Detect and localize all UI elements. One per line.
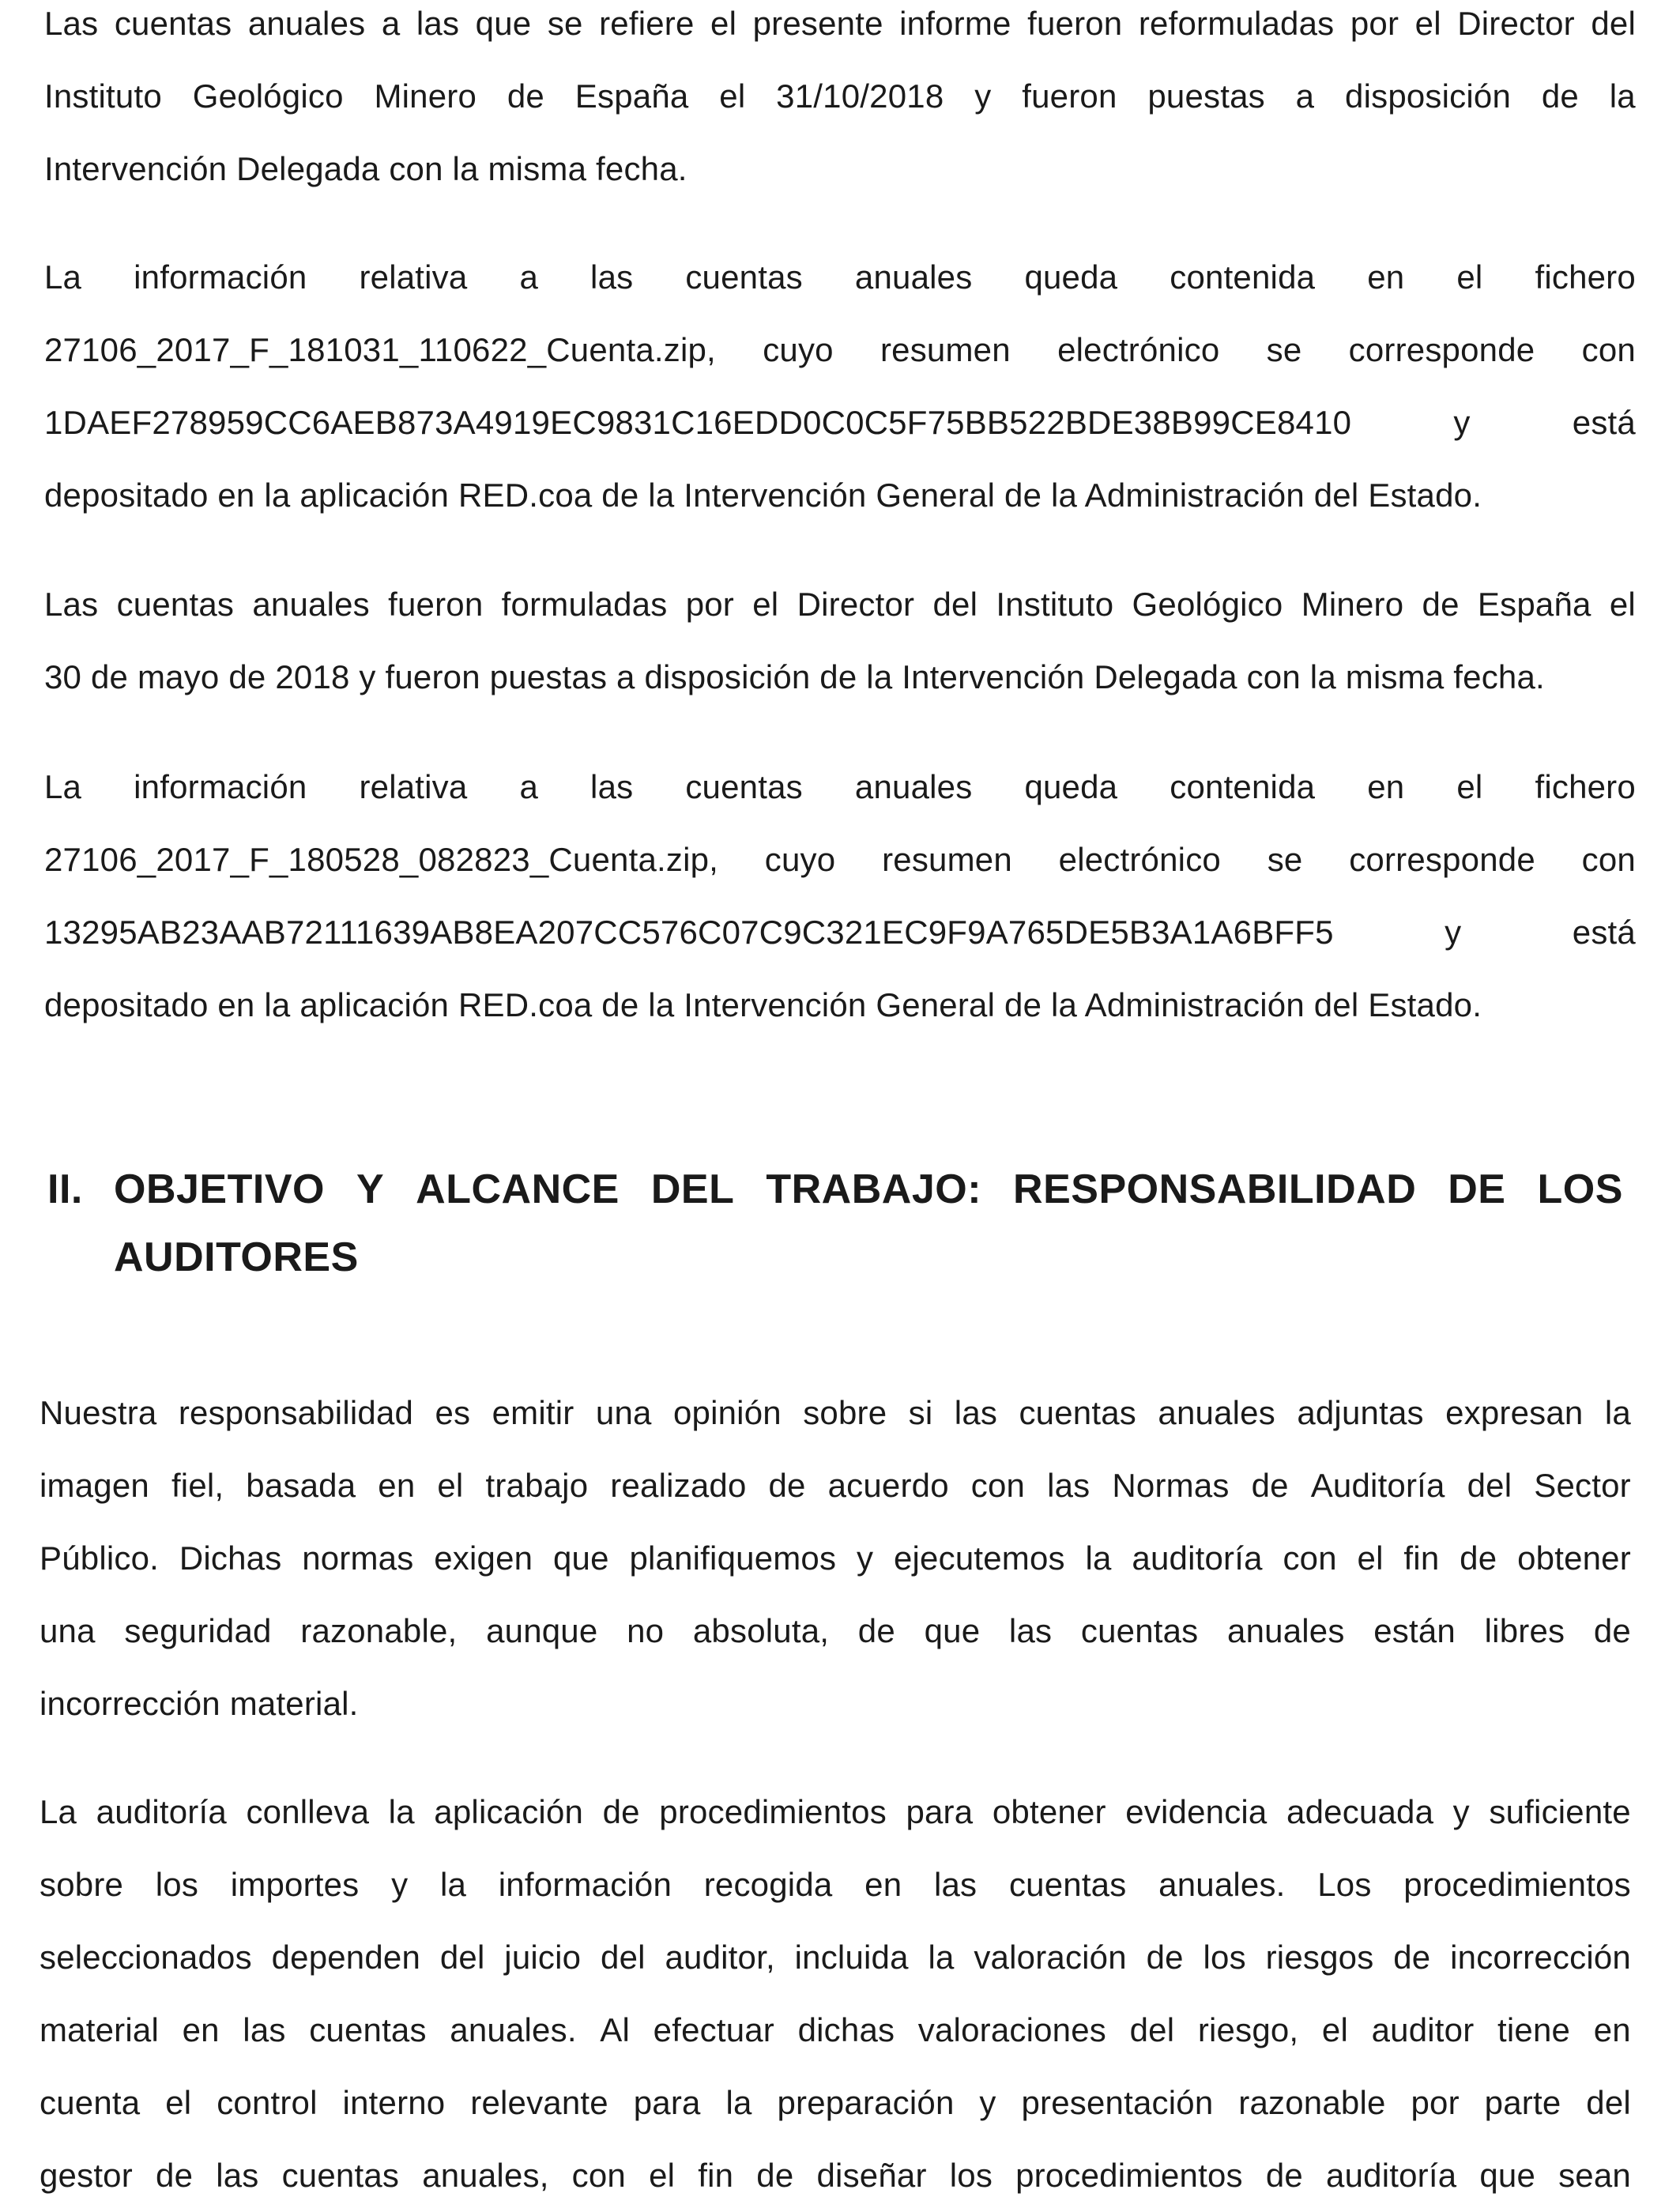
- word: evidencia: [1125, 1793, 1268, 1830]
- word: resumen: [882, 841, 1012, 878]
- word: fichero: [1535, 258, 1636, 296]
- text-line: [44, 823, 1636, 896]
- text-line: [40, 1522, 1631, 1595]
- word: en: [1367, 768, 1405, 805]
- word: anuales: [854, 258, 973, 296]
- word: a: [519, 768, 539, 805]
- word: parte: [1484, 2084, 1561, 2121]
- word: Geológico: [1132, 586, 1283, 623]
- word: el: [165, 2084, 192, 2121]
- word: en: [378, 1467, 416, 1504]
- word: en: [864, 1866, 902, 1903]
- text-line: 30 de mayo de 2018 y fueron puestas a disposición de la Intervención Delegada con la misma fecha.: [44, 658, 1545, 695]
- word: que: [475, 5, 532, 42]
- text-line: [40, 1994, 1631, 2067]
- word: procedimientos: [1015, 2157, 1243, 2194]
- word: relativa: [359, 768, 468, 805]
- word: razonable: [1238, 2084, 1386, 2121]
- word: obtener: [1517, 1539, 1631, 1577]
- word: por: [1411, 2084, 1460, 2121]
- word: juicio: [504, 1939, 582, 1976]
- section-title: [114, 1155, 1623, 1291]
- word: los: [155, 1866, 199, 1903]
- text-line: [44, 241, 1636, 314]
- word: anuales: [1227, 1612, 1345, 1649]
- text-line: [44, 386, 1636, 459]
- word: electrónico: [1057, 331, 1220, 368]
- word: en: [1367, 258, 1405, 296]
- word: del: [932, 586, 978, 623]
- word: aunque: [486, 1612, 598, 1649]
- word: interno: [342, 2084, 446, 2121]
- word: cuentas: [1008, 1866, 1127, 1903]
- word: de: [1146, 1939, 1184, 1976]
- word: 27106_2017_F_181031_110622_Cuenta.zip,: [44, 331, 716, 368]
- word: conlleva: [246, 1793, 370, 1830]
- word: sobre: [803, 1394, 887, 1431]
- word: cuyo: [764, 841, 836, 878]
- word: Los: [1317, 1866, 1372, 1903]
- word: acuerdo: [827, 1467, 949, 1504]
- word: las: [1008, 1612, 1053, 1649]
- word: el: [1609, 586, 1636, 623]
- text-line: [40, 1848, 1631, 1921]
- word: auditoría: [96, 1793, 227, 1830]
- word: efectuar: [653, 2011, 774, 2048]
- word: fueron: [388, 586, 484, 623]
- word: de: [857, 1612, 895, 1649]
- word: fueron: [1022, 77, 1117, 115]
- word: expresan: [1445, 1394, 1584, 1431]
- word: cuentas: [116, 586, 235, 623]
- text-line: [44, 314, 1636, 386]
- text-line: depositado en la aplicación RED.coa de la Intervención General de la Administración del Estado.: [44, 986, 1482, 1023]
- word: de: [756, 2157, 794, 2194]
- text-line: [40, 2067, 1631, 2139]
- word: dichas: [797, 2011, 895, 2048]
- word: seleccionados: [40, 1939, 252, 1976]
- word: Y: [356, 1166, 385, 1212]
- word: adecuada: [1286, 1793, 1434, 1830]
- word: de: [507, 77, 544, 115]
- word: queda: [1024, 768, 1118, 805]
- word: seguridad: [124, 1612, 272, 1649]
- word: y: [391, 1866, 409, 1903]
- word: auditoría: [1326, 2157, 1457, 2194]
- word: relevante: [470, 2084, 608, 2121]
- word: exigen: [434, 1539, 533, 1577]
- word: absoluta,: [692, 1612, 830, 1649]
- word: de: [1593, 1612, 1631, 1649]
- word: las: [590, 258, 634, 296]
- word: ejecutemos: [893, 1539, 1065, 1577]
- word: presente: [752, 5, 883, 42]
- word: las: [216, 2157, 259, 2194]
- word: de: [1460, 1539, 1497, 1577]
- word: LOS: [1537, 1166, 1623, 1212]
- word: formuladas: [501, 586, 668, 623]
- word: La: [44, 768, 82, 805]
- word: información: [134, 258, 307, 296]
- word: si: [908, 1394, 933, 1431]
- word: el: [1456, 258, 1483, 296]
- paragraph-audit-procedures: [40, 1776, 1631, 2212]
- word: cuentas: [281, 2157, 400, 2194]
- word: con: [1581, 331, 1636, 368]
- word: cuentas: [114, 5, 232, 42]
- word: fichero: [1535, 768, 1636, 805]
- word: el: [710, 5, 737, 42]
- word: valoraciones: [917, 2011, 1106, 2048]
- word: cuentas: [309, 2011, 427, 2048]
- word: anuales: [247, 5, 366, 42]
- text-line: [44, 60, 1636, 133]
- text-line: [44, 751, 1636, 823]
- word: la: [928, 1939, 955, 1976]
- text-line: [44, 568, 1636, 641]
- word: y: [856, 1539, 874, 1577]
- word: las: [1047, 1467, 1090, 1504]
- word: La: [44, 258, 82, 296]
- word: de: [1251, 1467, 1289, 1504]
- word: recogida: [703, 1866, 833, 1903]
- word: el: [1414, 5, 1441, 42]
- word: 27106_2017_F_180528_082823_Cuenta.zip,: [44, 841, 719, 878]
- word: los: [1203, 1939, 1246, 1976]
- word: de: [1393, 1939, 1431, 1976]
- word: se: [547, 5, 583, 42]
- word: responsabilidad: [178, 1394, 414, 1431]
- word: La: [40, 1793, 77, 1830]
- word: trabajo: [485, 1467, 589, 1504]
- word: Las: [44, 5, 99, 42]
- word: en: [1593, 2011, 1631, 2048]
- word: el: [437, 1467, 464, 1504]
- word: y: [1453, 404, 1471, 441]
- word: fueron: [1027, 5, 1123, 42]
- word: las: [954, 1394, 998, 1431]
- word: se: [1267, 841, 1303, 878]
- paragraph-file-info-reformulated: [44, 241, 1636, 532]
- word: sobre: [40, 1866, 124, 1903]
- text-line: Intervención Delegada con la misma fecha.: [44, 150, 687, 187]
- word: cuentas: [685, 768, 803, 805]
- text-line: [40, 1595, 1631, 1667]
- word: corresponde: [1348, 331, 1535, 368]
- word: material: [40, 2011, 159, 2048]
- word: está: [1572, 404, 1636, 441]
- word: cuentas: [685, 258, 803, 296]
- word: corresponde: [1349, 841, 1535, 878]
- text-line: incorrección material.: [40, 1685, 359, 1722]
- text-line: [40, 2139, 1631, 2212]
- word: razonable,: [300, 1612, 458, 1649]
- word: adjuntas: [1297, 1394, 1424, 1431]
- word: auditoría: [1132, 1539, 1263, 1577]
- paragraph-responsibility: [40, 1377, 1631, 1740]
- text-line: [40, 1449, 1631, 1522]
- word: libres: [1484, 1612, 1565, 1649]
- word: que: [552, 1539, 609, 1577]
- word: Auditoría: [1310, 1467, 1445, 1504]
- word: queda: [1024, 258, 1118, 296]
- word: cuenta: [40, 2084, 141, 2121]
- word: RESPONSABILIDAD: [1013, 1166, 1417, 1212]
- word: auditor: [1371, 2011, 1475, 2048]
- word: de: [1541, 77, 1579, 115]
- word: Público.: [40, 1539, 160, 1577]
- word: refiere: [599, 5, 695, 42]
- word: reformuladas: [1138, 5, 1335, 42]
- text-line: [44, 896, 1636, 969]
- word: procedimientos: [1403, 1866, 1631, 1903]
- word: Geológico: [192, 77, 344, 115]
- word: presentación: [1021, 2084, 1214, 2121]
- word: preparación: [777, 2084, 955, 2121]
- paragraph-reformulation: [44, 0, 1636, 205]
- word: están: [1373, 1612, 1456, 1649]
- word: no: [627, 1612, 665, 1649]
- word: se: [1266, 331, 1302, 368]
- word: Las: [44, 586, 99, 623]
- word: del: [601, 1939, 646, 1976]
- word: el: [719, 77, 746, 115]
- word: opinión: [672, 1394, 782, 1431]
- word: de: [1422, 586, 1460, 623]
- word: valoración: [974, 1939, 1127, 1976]
- word: gestor: [40, 2157, 133, 2194]
- word: el: [1456, 768, 1483, 805]
- word: contenida: [1170, 768, 1316, 805]
- word: es: [435, 1394, 471, 1431]
- word: informe: [899, 5, 1011, 42]
- section-title-line: [114, 1155, 1623, 1223]
- word: dependen: [271, 1939, 421, 1976]
- word: anuales: [252, 586, 370, 623]
- word: emitir: [492, 1394, 574, 1431]
- word: España: [1477, 586, 1591, 623]
- word: información: [498, 1866, 672, 1903]
- word: de: [1265, 2157, 1303, 2194]
- word: suficiente: [1489, 1793, 1631, 1830]
- word: a: [381, 5, 401, 42]
- paragraph-formulation: [44, 568, 1636, 714]
- word: Minero: [374, 77, 477, 115]
- word: incluida: [794, 1939, 909, 1976]
- word: basada: [246, 1467, 356, 1504]
- word: fin: [698, 2157, 734, 2194]
- word: con: [1581, 841, 1636, 878]
- word: del: [1129, 2011, 1175, 2048]
- word: normas: [302, 1539, 414, 1577]
- word: anuales.: [450, 2011, 577, 2048]
- word: fiel,: [171, 1467, 224, 1504]
- section-number: II.: [47, 1166, 83, 1212]
- word: imagen: [40, 1467, 149, 1504]
- word: una: [595, 1394, 652, 1431]
- word: el: [649, 2157, 676, 2194]
- word: disposición: [1345, 77, 1512, 115]
- word: del: [1467, 1467, 1512, 1504]
- word: anuales: [854, 768, 973, 805]
- word: la: [388, 1793, 415, 1830]
- word: Normas: [1112, 1467, 1230, 1504]
- word: con: [1283, 1539, 1337, 1577]
- word: del: [439, 1939, 485, 1976]
- word: cuyo: [763, 331, 834, 368]
- word: la: [1609, 77, 1636, 115]
- word: del: [1586, 2084, 1631, 2121]
- word: Sector: [1534, 1467, 1631, 1504]
- word: el: [1357, 1539, 1384, 1577]
- word: anuales.: [1158, 1866, 1286, 1903]
- word: Al: [600, 2011, 631, 2048]
- word: con: [571, 2157, 626, 2194]
- word: anuales,: [422, 2157, 549, 2194]
- word: con: [970, 1467, 1026, 1504]
- section-title-line: AUDITORES: [114, 1234, 359, 1280]
- word: realizado: [610, 1467, 747, 1504]
- word: de: [156, 2157, 194, 2194]
- word: las: [243, 2011, 286, 2048]
- word: por: [1350, 5, 1399, 42]
- word: la: [725, 2084, 752, 2121]
- word: y: [979, 2084, 996, 2121]
- word: Director: [797, 586, 915, 623]
- word: resumen: [880, 331, 1011, 368]
- word: el: [1321, 2011, 1348, 2048]
- word: a: [1295, 77, 1315, 115]
- word: del: [1591, 5, 1636, 42]
- word: TRABAJO:: [766, 1166, 982, 1212]
- word: Instituto: [44, 77, 162, 115]
- word: por: [685, 586, 734, 623]
- word: en: [182, 2011, 220, 2048]
- text-line: [40, 1921, 1631, 1994]
- text-line: [40, 1776, 1631, 1848]
- word: cuentas: [1019, 1394, 1136, 1431]
- word: incorrección: [1450, 1939, 1631, 1976]
- word: importes: [230, 1866, 360, 1903]
- word: aplicación: [434, 1793, 584, 1830]
- word: y: [1452, 1793, 1470, 1830]
- word: Dichas: [179, 1539, 282, 1577]
- word: puestas: [1147, 77, 1265, 115]
- word: Instituto: [996, 586, 1114, 623]
- text-line: [40, 1377, 1631, 1449]
- word: la: [1085, 1539, 1112, 1577]
- word: sean: [1558, 2157, 1631, 2194]
- word: Nuestra: [40, 1394, 157, 1431]
- word: electrónico: [1058, 841, 1221, 878]
- text-line: [44, 0, 1636, 60]
- word: riesgos: [1265, 1939, 1374, 1976]
- word: riesgo,: [1197, 2011, 1299, 2048]
- word: Minero: [1301, 586, 1404, 623]
- word: España: [574, 77, 689, 115]
- word: DEL: [650, 1166, 735, 1212]
- word: ALCANCE: [416, 1166, 620, 1212]
- paragraph-file-info-original: [44, 751, 1636, 1042]
- word: planifiquemos: [629, 1539, 837, 1577]
- word: una: [40, 1612, 96, 1649]
- word: las: [933, 1866, 977, 1903]
- word: los: [949, 2157, 993, 2194]
- word: control: [217, 2084, 318, 2121]
- word: relativa: [359, 258, 468, 296]
- word: 1DAEF278959CC6AEB873A4919EC9831C16EDD0C0C5F75BB522BDE38B99CE8410: [44, 404, 1352, 441]
- word: para: [906, 1793, 974, 1830]
- word: procedimientos: [659, 1793, 887, 1830]
- word: anuales: [1158, 1394, 1275, 1431]
- word: para: [633, 2084, 701, 2121]
- text-line: depositado en la aplicación RED.coa de la Intervención General de la Administración del Estado.: [44, 477, 1482, 514]
- word: contenida: [1170, 258, 1316, 296]
- word: la: [439, 1866, 467, 1903]
- word: cuentas: [1080, 1612, 1199, 1649]
- word: y: [974, 77, 992, 115]
- word: las: [590, 768, 634, 805]
- word: está: [1572, 914, 1636, 951]
- word: a: [519, 258, 539, 296]
- word: el: [752, 586, 779, 623]
- word: de: [768, 1467, 806, 1504]
- word: diseñar: [816, 2157, 927, 2194]
- word: auditor,: [665, 1939, 775, 1976]
- word: Director: [1457, 5, 1575, 42]
- word: de: [602, 1793, 640, 1830]
- word: obtener: [992, 1793, 1106, 1830]
- word: tiene: [1497, 2011, 1571, 2048]
- word: fin: [1403, 1539, 1440, 1577]
- word: DE: [1448, 1166, 1506, 1212]
- word: que: [924, 1612, 981, 1649]
- word: 31/10/2018: [776, 77, 944, 115]
- word: 13295AB23AAB72111639AB8EA207CC576C07C9C321EC9F9A765DE5B3A1A6BFF5: [44, 914, 1334, 951]
- word: que: [1479, 2157, 1536, 2194]
- word: y: [1445, 914, 1462, 951]
- word: OBJETIVO: [114, 1166, 325, 1212]
- word: información: [134, 768, 307, 805]
- word: las: [416, 5, 460, 42]
- word: la: [1604, 1394, 1631, 1431]
